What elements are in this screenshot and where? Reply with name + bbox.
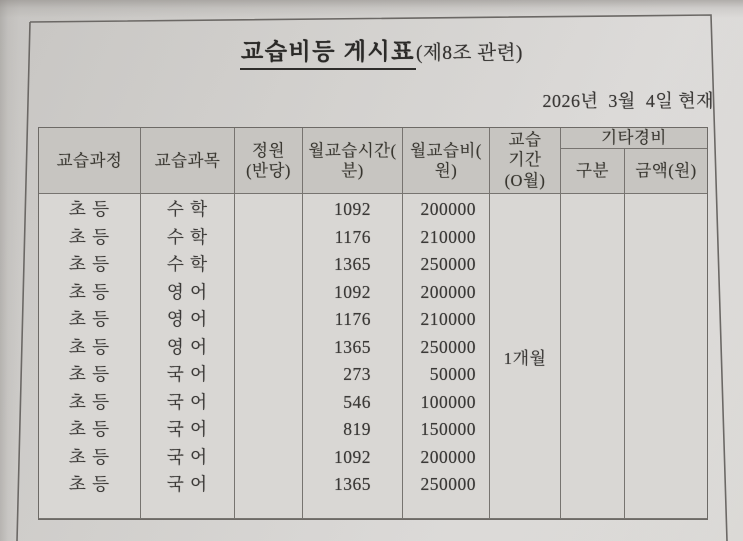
subject-cell: 수 학	[166, 199, 209, 219]
course-cell: 초 등	[68, 254, 111, 274]
time-cell: 546	[343, 391, 371, 412]
header-monthly-fee-line2: 원)	[434, 160, 458, 180]
time-cell: 1365	[334, 254, 371, 274]
fee-cell: 210000	[420, 226, 476, 247]
title-suffix-text: (제8조 관련)	[415, 43, 523, 64]
header-capacity-line1: 정원	[252, 140, 285, 160]
header-capacity-line2: (반당)	[246, 160, 291, 180]
column-period	[490, 194, 560, 518]
fee-cell: 250000	[420, 336, 476, 357]
time-cell: 1365	[334, 474, 371, 494]
course-cell: 초 등	[68, 226, 111, 247]
tuition-fee-table	[38, 127, 708, 520]
fee-cell: 100000	[420, 391, 476, 412]
header-period-line3: (O월)	[504, 170, 546, 190]
course-cell: 초 등	[68, 419, 111, 439]
header-subject: 교습과목	[141, 128, 234, 193]
course-cell: 초 등	[68, 391, 111, 412]
header-monthly-fee-line1: 월교습비(	[410, 140, 482, 160]
time-cell: 1092	[334, 199, 371, 219]
column-subject	[141, 194, 234, 518]
column-course	[39, 194, 140, 518]
course-cell: 초 등	[68, 336, 111, 357]
fee-cell: 210000	[420, 309, 476, 329]
header-capacity	[235, 128, 302, 193]
time-cell: 1176	[334, 226, 371, 247]
fee-cell: 250000	[420, 254, 476, 274]
header-period	[490, 128, 560, 193]
subject-cell: 국 어	[166, 474, 209, 494]
course-cell: 초 등	[68, 364, 111, 384]
header-monthly-time-line1: 월교습시간(	[308, 140, 397, 160]
column-monthly-fee	[403, 194, 489, 518]
header-monthly-fee	[403, 128, 489, 193]
course-cell: 초 등	[68, 281, 111, 302]
column-monthly-time	[303, 194, 402, 518]
course-cell: 초 등	[68, 446, 111, 467]
time-cell: 1176	[334, 309, 371, 329]
period-value: 1개월	[503, 348, 547, 368]
subject-cell: 수 학	[166, 254, 209, 274]
fee-cell: 200000	[420, 199, 476, 219]
fee-cell: 200000	[420, 281, 476, 302]
header-other-expenses: 기타경비	[561, 128, 707, 148]
header-monthly-time-line2: 분)	[341, 160, 364, 180]
fee-cell: 150000	[420, 419, 476, 439]
course-cell: 초 등	[68, 474, 111, 494]
time-cell: 1092	[334, 281, 371, 302]
time-cell: 1092	[334, 446, 371, 467]
course-cell: 초 등	[68, 199, 111, 219]
header-monthly-time	[303, 128, 402, 193]
header-period-line2: 기간	[508, 150, 542, 170]
column-other-type-empty	[561, 194, 624, 518]
subject-cell: 국 어	[166, 391, 209, 412]
time-cell: 273	[343, 364, 371, 384]
subject-cell: 국 어	[166, 364, 209, 384]
subject-cell: 영 어	[166, 309, 209, 329]
document-title	[10, 33, 743, 70]
header-other-type: 구분	[561, 149, 624, 193]
course-cell: 초 등	[68, 309, 111, 329]
column-capacity-empty	[235, 194, 302, 518]
header-period-line1: 교습	[508, 129, 542, 149]
fee-cell: 200000	[420, 446, 476, 467]
as-of-date: 2026년 3월 4일 현재	[542, 91, 714, 111]
column-other-amount-empty	[625, 194, 707, 518]
subject-cell: 영 어	[166, 281, 209, 302]
subject-cell: 영 어	[166, 336, 209, 357]
time-cell: 819	[343, 419, 371, 439]
subject-cell: 국 어	[166, 446, 209, 467]
header-course: 교습과정	[39, 128, 140, 193]
subject-cell: 국 어	[166, 419, 209, 439]
header-other-amount: 금액(원)	[625, 149, 707, 193]
title-main-text: 교습비등 게시표	[240, 33, 416, 70]
fee-cell: 250000	[420, 474, 476, 494]
fee-cell: 50000	[429, 364, 476, 384]
subject-cell: 수 학	[166, 226, 209, 247]
time-cell: 1365	[334, 336, 371, 357]
